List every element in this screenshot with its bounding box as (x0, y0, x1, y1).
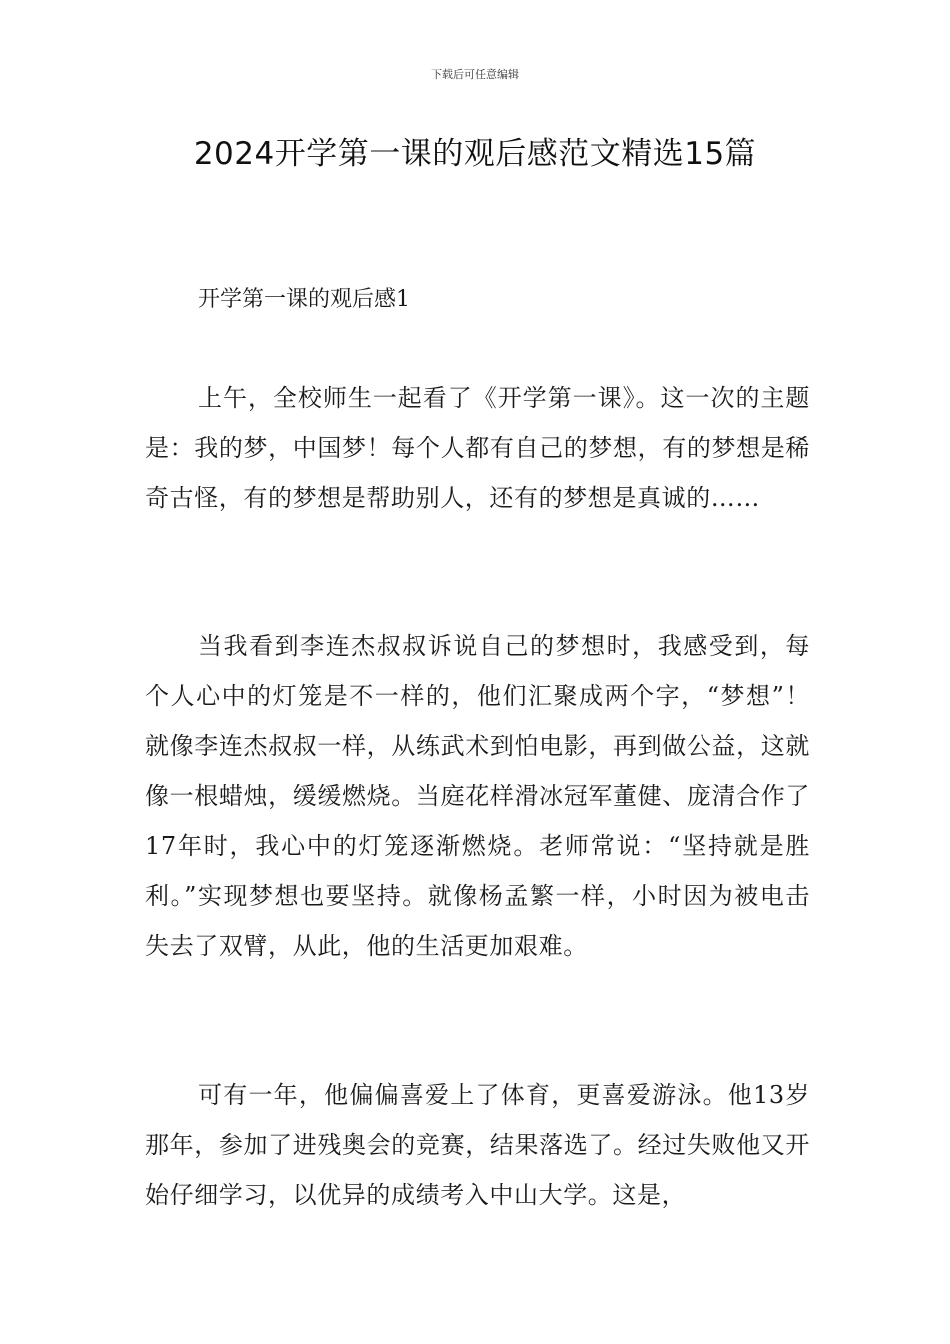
paragraph-1: 上午，全校师生一起看了《开学第一课》。这一次的主题是：我的梦，中国梦！每个人都有自己的梦想，有的梦想是稀奇古怪，有的梦想是帮助别人，还有的梦想是真诚的…… (145, 384, 810, 512)
paragraph-2: 当我看到李连杰叔叔诉说自己的梦想时，我感受到，每个人心中的灯笼是不一样的，他们汇聚成两个字，“梦想”！就像李连杰叔叔一样，从练武术到怕电影，再到做公益，这就像一根蜡烛，缓缓燃烧。当庭花样滑冰冠军董健、庞清合作了17年时，我心中的灯笼逐渐燃烧。老师常说：“坚持就是胜利。”实现梦想也要坚持。就像杨孟繁一样，小时因为被电击失去了双臂，从此，他的生活更加艰难。 (145, 632, 810, 960)
page-title: 2024开学第一课的观后感范文精选15篇 (193, 136, 757, 172)
section-heading: 开学第一课的观后感1 (198, 287, 410, 312)
header-note: 下载后可任意编辑 (431, 68, 519, 81)
paragraph-3: 可有一年，他偏偏喜爱上了体育，更喜爱游泳。他13岁那年，参加了进残奥会的竞赛，结果落选了。经过失败他又开始仔细学习，以优异的成绩考入中山大学。这是， (145, 1081, 810, 1209)
